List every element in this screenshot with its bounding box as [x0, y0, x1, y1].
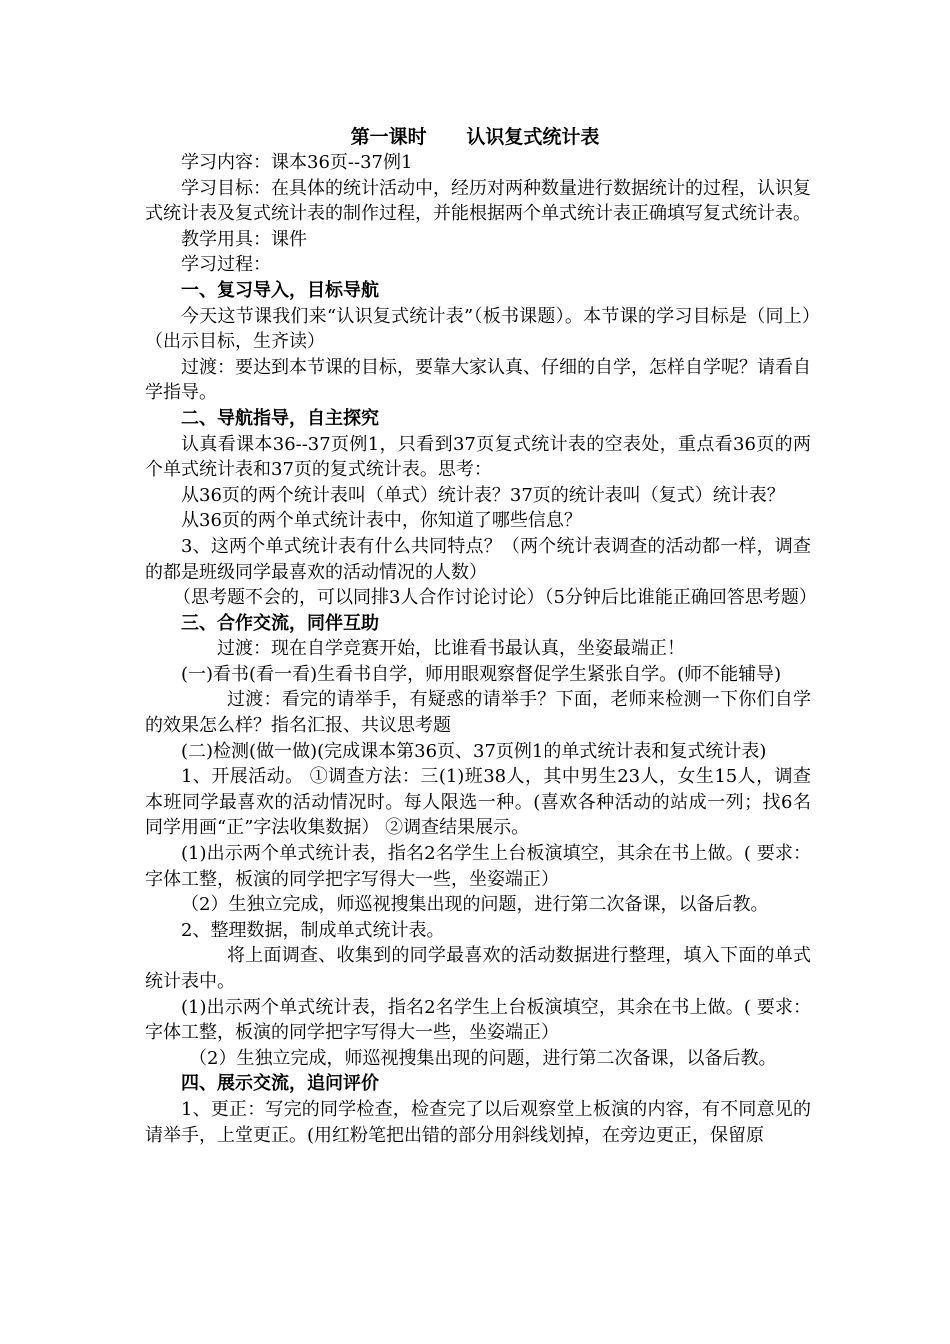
paragraph-fill-table: 将上面调查、收集到的同学最喜欢的活动数据进行整理，填入下面的单式统计表中。: [145, 945, 811, 992]
question-2: 从36页的两个单式统计表中，你知道了哪些信息？: [181, 510, 582, 532]
paragraph-independent-2: （2）生独立完成，师巡视搜集出现的问题，进行第二次备课，以备后教。: [189, 1047, 777, 1069]
learning-content: 学习内容：课本36页--37例1: [181, 152, 413, 173]
paragraph-transition-2: 过渡：现在自学竞赛开始，比谁看书最认真，坐姿最端正！: [217, 638, 685, 660]
paragraph-discussion: （思考题不会的，可以同排3人合作讨论讨论）（5分钟后比谁能正确回答思考题）: [173, 587, 817, 609]
lesson-title: 第一课时 认识复式统计表: [350, 126, 600, 148]
section-heading-2: 二、导航指导，自主探究: [181, 407, 379, 429]
question-3: 3、这两个单式统计表有什么共同特点？（两个统计表调查的活动都一样，调查的都是班级同学最喜欢的活动情况的人数）: [145, 535, 811, 583]
document-body: [145, 150, 817, 1148]
paragraph-independent-1: （2）生独立完成，师巡视搜集出现的问题，进行第二次备课，以备后教。: [181, 894, 769, 916]
section-heading-1: 一、复习导入，目标导航: [181, 279, 379, 301]
learning-process: 学习过程：: [181, 254, 271, 276]
paragraph-correction: 1、更正：写完的同学检查，检查完了以后观察堂上板演的内容，有不同意见的请举手，上堂更正。(用红粉笔把出错的部分用斜线划掉，在旁边更正，保留原: [145, 1098, 811, 1146]
learning-goals: 学习目标：在具体的统计活动中，经历对两种数量进行数据统计的过程，认识复式统计表及复式统计表的制作过程，并能根据两个单式统计表正确填写复式统计表。: [145, 177, 811, 225]
section-heading-4: 四、展示交流，追问评价: [181, 1073, 379, 1095]
paragraph-read-book: (一)看书(看一看)生看书自学，师用眼观察督促学生紧张自学。(师不能辅导): [181, 663, 782, 685]
section-heading-3: 三、合作交流，同伴互助: [181, 612, 379, 634]
paragraph-reading: 认真看课本36--37页例1，只看到37页复式统计表的空表处，重点看36页的两个单式统计表和37页的复式统计表。思考：: [145, 433, 811, 481]
paragraph-show-tables-1: (1)出示两个单式统计表，指名2名学生上台板演填空，其余在书上做。( 要求：字体工整，板演的同学把字写得大一些，坐姿端正）: [145, 843, 811, 890]
paragraph-transition-1: 过渡：要达到本节课的目标，要靠大家认真、仔细的自学，怎样自学呢？请看自学指导。: [145, 356, 811, 404]
paragraph-organize: 2、整理数据，制成单式统计表。: [181, 919, 445, 941]
question-1: 从36页的两个统计表叫（单式）统计表？37页的统计表叫（复式）统计表？: [181, 484, 785, 506]
paragraph-activity: 1、开展活动。 ①调查方法：三(1)班38人，其中男生23人，女生15人，调查本班同学最喜欢的活动情况时。每人限选一种。(喜欢各种活动的站成一列；找6名同学用画“正”字法收集数据） ②调查结果展示。: [145, 766, 811, 839]
teaching-tools: 教学用具：课件: [181, 228, 307, 250]
paragraph-check: (二)检测(做一做)(完成课本第36页、37页例1的单式统计表和复式统计表): [181, 740, 767, 762]
paragraph-transition-3: 过渡：看完的请举手，有疑惑的请举手？下面，老师来检测一下你们自学的效果怎么样？指名汇报、共议思考题: [145, 689, 811, 737]
paragraph-intro: 今天这节课我们来“认识复式统计表”（板书课题）。本节课的学习目标是（同上）（出示目标，生齐读）: [145, 305, 811, 353]
paragraph-show-tables-2: (1)出示两个单式统计表，指名2名学生上台板演填空，其余在书上做。( 要求：字体工整，板演的同学把字写得大一些，坐姿端正）: [145, 996, 811, 1044]
